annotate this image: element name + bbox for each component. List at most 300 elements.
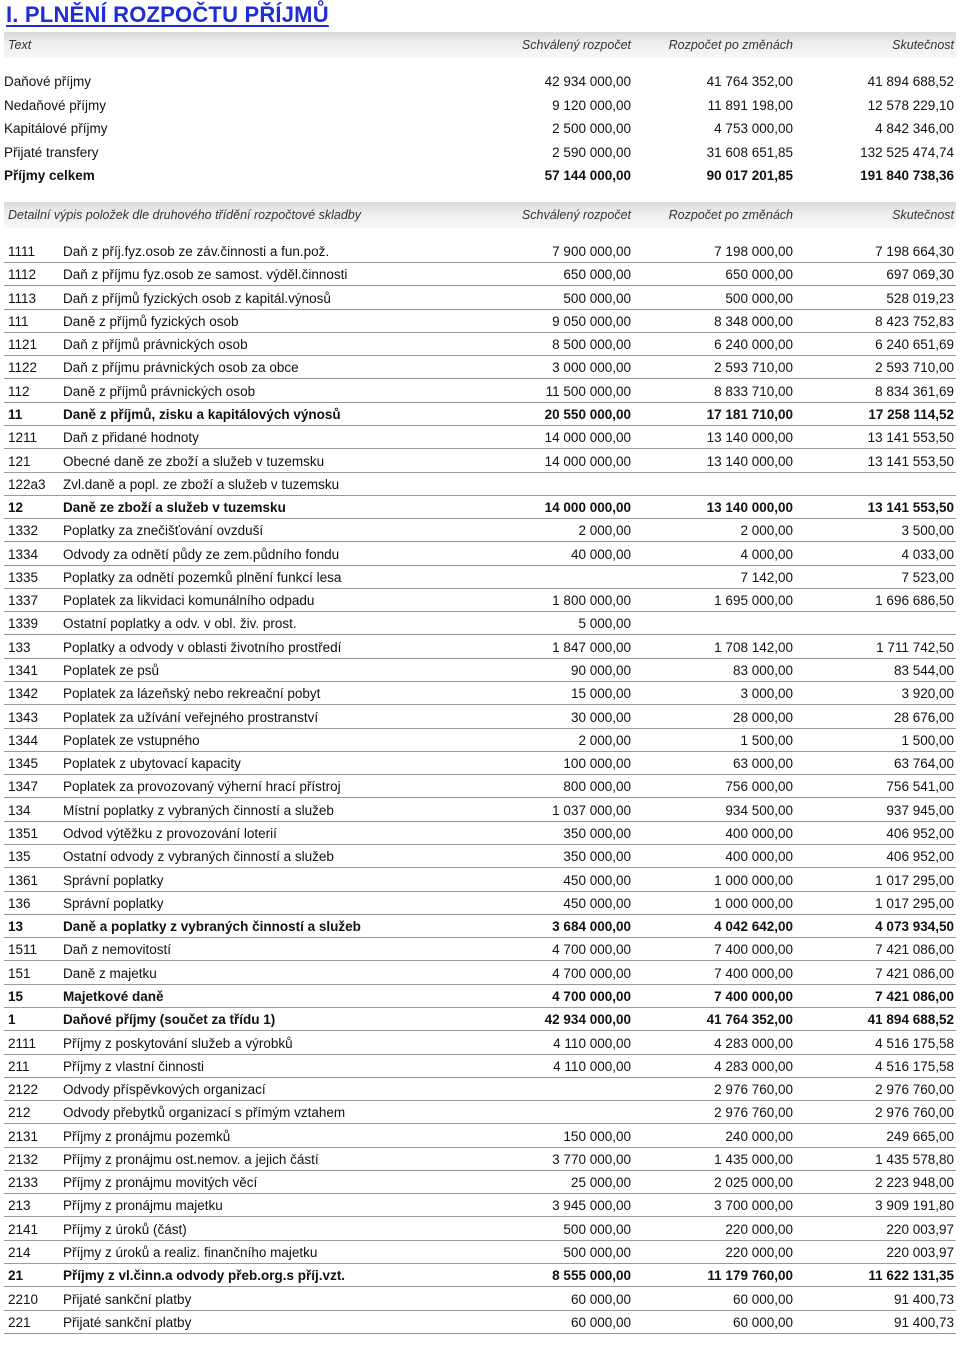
item-actual: 3 500,00: [901, 523, 954, 539]
item-code: 1122: [8, 360, 38, 376]
item-code: 151: [8, 965, 31, 981]
table-row: [4, 519, 956, 542]
item-actual: 3 920,00: [901, 686, 954, 702]
item-actual: 937 945,00: [886, 802, 954, 818]
item-name: Daň z příjmů právnických osob: [63, 337, 248, 353]
table-row: [4, 775, 956, 798]
table-row: [4, 869, 956, 892]
summary-row: [4, 70, 956, 93]
item-after-changes: 1 708 142,00: [714, 639, 793, 655]
item-approved: 4 700 000,00: [552, 942, 631, 958]
summary-label: Daňové příjmy: [4, 74, 92, 89]
item-actual: 697 069,30: [886, 267, 954, 283]
item-code: 2141: [8, 1221, 39, 1237]
item-after-changes: 4 283 000,00: [714, 1035, 793, 1051]
table-row: [4, 240, 956, 263]
item-after-changes: 3 700 000,00: [714, 1198, 793, 1214]
item-approved: 9 050 000,00: [552, 313, 631, 329]
item-actual: 756 541,00: [886, 779, 954, 795]
item-name: Přijaté sankční platby: [63, 1314, 192, 1330]
item-actual: 13 141 553,50: [867, 453, 954, 469]
item-after-changes: 4 000,00: [740, 546, 793, 562]
table-row: [4, 1311, 956, 1334]
item-after-changes: 3 000,00: [740, 686, 793, 702]
item-actual: 1 435 578,80: [875, 1151, 954, 1167]
item-after-changes: 220 000,00: [725, 1221, 793, 1237]
summary-header-actual: Skutečnost: [892, 38, 954, 52]
item-name: Místní poplatky z vybraných činností a služeb: [63, 802, 334, 818]
item-code: 1121: [8, 337, 38, 353]
item-actual: 8 834 361,69: [875, 383, 954, 399]
item-after-changes: 650 000,00: [725, 267, 793, 283]
item-name: Přijaté sankční platby: [63, 1291, 192, 1307]
table-row: [4, 682, 956, 705]
table-row: [4, 1032, 956, 1055]
summary-approved: 42 934 000,00: [544, 74, 631, 89]
table-row: [4, 752, 956, 775]
item-name: Příjmy z vl.činn.a odvody přeb.org.s příj.vzt.: [63, 1268, 346, 1284]
table-row: [4, 566, 956, 589]
item-code: 1339: [8, 616, 39, 632]
item-code: 1345: [8, 756, 39, 772]
item-name: Příjmy z pronájmu majetku: [63, 1198, 223, 1214]
item-approved: 3 000 000,00: [552, 360, 631, 376]
item-code: 1344: [8, 732, 39, 748]
item-after-changes: 220 000,00: [725, 1245, 793, 1261]
item-actual: 13 141 553,50: [867, 430, 954, 446]
table-row: [4, 287, 956, 310]
item-code: 1335: [8, 569, 39, 585]
detail-header-actual: Skutečnost: [892, 208, 954, 222]
row-divider: [4, 1333, 956, 1334]
summary-row: [4, 94, 956, 117]
item-approved: 60 000,00: [570, 1314, 631, 1330]
item-approved: 500 000,00: [563, 290, 631, 306]
item-approved: 350 000,00: [563, 849, 631, 865]
item-name: Ostatní poplatky a odv. v obl. živ. prost.: [63, 616, 297, 632]
item-after-changes: 400 000,00: [725, 849, 793, 865]
item-code: 1211: [8, 430, 38, 446]
item-code: 1342: [8, 686, 39, 702]
item-approved: 1 800 000,00: [552, 593, 631, 609]
item-name: Poplatky za znečišťování ovzduší: [63, 523, 264, 539]
table-row: [4, 1218, 956, 1241]
table-row: [4, 1101, 956, 1124]
summary-after-changes: 4 753 000,00: [714, 121, 793, 136]
item-actual: 6 240 651,69: [875, 337, 954, 353]
table-row: [4, 380, 956, 403]
summary-actual: 41 894 688,52: [867, 74, 954, 89]
item-actual: 7 421 086,00: [875, 965, 954, 981]
summary-row: [4, 141, 956, 164]
item-actual: 7 198 664,30: [875, 244, 954, 259]
item-after-changes: 13 140 000,00: [706, 453, 793, 469]
item-approved: 450 000,00: [563, 872, 631, 888]
summary-row: [4, 164, 956, 187]
item-actual: 406 952,00: [886, 826, 954, 841]
item-actual: 13 141 553,50: [867, 500, 954, 516]
summary-after-changes: 90 017 201,85: [706, 168, 793, 183]
item-actual: 91 400,73: [893, 1291, 954, 1307]
item-after-changes: 240 000,00: [725, 1128, 793, 1144]
item-actual: 41 894 688,52: [867, 1012, 954, 1028]
item-actual: 17 258 114,52: [868, 406, 954, 422]
table-row: [4, 729, 956, 752]
item-actual: 220 003,97: [886, 1221, 954, 1237]
table-row: [4, 333, 956, 356]
item-code: 2131: [8, 1128, 39, 1144]
item-actual: 2 976 760,00: [875, 1082, 954, 1098]
item-code: 136: [8, 895, 31, 911]
item-code: 11: [8, 406, 23, 422]
item-approved: 90 000,00: [570, 663, 631, 679]
item-name: Daně ze zboží a služeb v tuzemsku: [63, 500, 286, 516]
item-code: 2122: [8, 1082, 39, 1098]
item-code: 1111: [8, 244, 36, 259]
item-name: Obecné daně ze zboží a služeb v tuzemsku: [63, 453, 325, 469]
item-after-changes: 4 042 642,00: [714, 919, 793, 935]
item-after-changes: 2 593 710,00: [714, 360, 793, 376]
table-row: [4, 822, 956, 845]
item-after-changes: 2 000,00: [740, 523, 793, 539]
summary-label: Kapitálové příjmy: [4, 121, 108, 136]
item-approved: 1 037 000,00: [552, 802, 631, 818]
item-approved: 40 000,00: [570, 546, 631, 562]
item-code: 214: [8, 1245, 31, 1261]
item-name: Daně z příjmů fyzických osob: [63, 313, 239, 329]
table-row: [4, 1194, 956, 1217]
item-actual: 3 909 191,80: [875, 1198, 954, 1214]
item-name: Odvod výtěžku z provozování loterií: [63, 826, 277, 841]
item-after-changes: 8 348 000,00: [714, 313, 793, 329]
item-code: 1337: [8, 593, 39, 609]
item-after-changes: 17 181 710,00: [706, 406, 793, 422]
item-approved: 14 000 000,00: [544, 453, 631, 469]
table-row: [4, 845, 956, 868]
summary-header-approved: Schválený rozpočet: [521, 38, 631, 52]
item-after-changes: 8 833 710,00: [714, 383, 793, 399]
item-approved: 30 000,00: [570, 709, 631, 725]
table-row: [4, 706, 956, 729]
item-code: 134: [8, 802, 31, 818]
summary-approved: 2 590 000,00: [552, 144, 631, 160]
detail-header-after-changes: Rozpočet po změnách: [668, 208, 793, 222]
item-code: 122a3: [8, 476, 46, 492]
summary-header-after-changes: Rozpočet po změnách: [668, 38, 793, 52]
summary-after-changes: 11 891 198,00: [707, 97, 793, 113]
item-actual: 4 516 175,58: [875, 1058, 954, 1074]
item-approved: 11 500 000,00: [545, 383, 631, 399]
item-code: 2111: [8, 1035, 37, 1051]
item-name: Poplatek z ubytovací kapacity: [63, 756, 241, 772]
table-row: [4, 356, 956, 379]
item-after-changes: 1 435 000,00: [714, 1151, 793, 1167]
table-row: [4, 1008, 956, 1031]
table-row: [4, 589, 956, 612]
item-code: 1113: [8, 290, 37, 306]
item-after-changes: 400 000,00: [725, 826, 793, 841]
table-row: [4, 636, 956, 659]
detail-header-approved: Schválený rozpočet: [521, 208, 631, 222]
item-name: Poplatek ze vstupného: [63, 732, 200, 748]
summary-approved: 9 120 000,00: [552, 97, 631, 113]
item-after-changes: 60 000,00: [732, 1314, 793, 1330]
item-name: Poplatek za likvidaci komunálního odpadu: [63, 593, 315, 609]
item-name: Poplatky a odvody v oblasti životního prostředí: [63, 639, 342, 655]
item-code: 15: [8, 988, 24, 1004]
summary-row: [4, 117, 956, 140]
item-approved: 25 000,00: [570, 1175, 631, 1191]
page-title: I. PLNĚNÍ ROZPOČTU PŘÍJMŮ: [6, 2, 329, 27]
table-row: [4, 263, 956, 286]
summary-label: Přijaté transfery: [4, 144, 99, 160]
item-approved: 15 000,00: [570, 686, 631, 702]
table-row: [4, 659, 956, 682]
item-approved: 500 000,00: [563, 1245, 631, 1261]
item-approved: 7 900 000,00: [552, 244, 631, 259]
item-code: 135: [8, 849, 31, 865]
table-row: [4, 1055, 956, 1078]
item-actual: 83 544,00: [893, 663, 954, 679]
item-code: 2210: [8, 1291, 39, 1307]
summary-actual: 191 840 738,36: [860, 168, 954, 183]
item-approved: 8 500 000,00: [552, 337, 631, 353]
item-code: 121: [8, 453, 31, 469]
item-approved: 100 000,00: [563, 756, 631, 772]
item-after-changes: 60 000,00: [732, 1291, 793, 1307]
table-row: [4, 310, 956, 333]
item-approved: 42 934 000,00: [544, 1012, 631, 1028]
item-actual: 249 665,00: [886, 1128, 954, 1144]
item-approved: 4 110 000,00: [553, 1058, 631, 1074]
item-actual: 1 017 295,00: [875, 895, 954, 911]
item-actual: 406 952,00: [886, 849, 954, 865]
item-code: 211: [8, 1058, 30, 1074]
table-row: [4, 915, 956, 938]
item-after-changes: 4 283 000,00: [714, 1058, 793, 1074]
summary-header-text: Text: [8, 38, 32, 52]
item-actual: 220 003,97: [886, 1245, 954, 1261]
item-code: 1351: [8, 826, 39, 841]
item-approved: 20 550 000,00: [544, 406, 631, 422]
item-name: Ostatní odvody z vybraných činností a služeb: [63, 849, 334, 865]
item-name: Příjmy z pronájmu movitých věcí: [63, 1175, 258, 1191]
item-approved: 3 770 000,00: [552, 1151, 631, 1167]
item-after-changes: 1 000 000,00: [714, 895, 793, 911]
item-name: Příjmy z úroků (část): [63, 1221, 187, 1237]
detail-header: [4, 202, 956, 228]
item-code: 1347: [8, 779, 39, 795]
item-actual: 2 976 760,00: [875, 1105, 954, 1121]
item-approved: 450 000,00: [563, 895, 631, 911]
item-name: Poplatek za lázeňský nebo rekreační pobyt: [63, 686, 321, 702]
table-row: [4, 1264, 956, 1287]
item-code: 1: [8, 1012, 16, 1028]
item-after-changes: 13 140 000,00: [706, 430, 793, 446]
item-after-changes: 7 400 000,00: [714, 942, 793, 958]
item-actual: 28 676,00: [893, 709, 954, 725]
item-after-changes: 13 140 000,00: [706, 500, 793, 516]
item-name: Odvody příspěvkových organizací: [63, 1082, 266, 1098]
item-actual: 4 033,00: [901, 546, 954, 562]
item-actual: 4 073 934,50: [875, 919, 954, 935]
item-name: Daň z příjmu fyz.osob ze samost. výděl.činnosti: [63, 267, 348, 283]
item-name: Daně a poplatky z vybraných činností a služeb: [63, 919, 361, 935]
item-after-changes: 11 179 760,00: [707, 1268, 793, 1284]
item-actual: 7 523,00: [901, 569, 954, 585]
item-approved: 150 000,00: [563, 1128, 631, 1144]
item-after-changes: 7 198 000,00: [714, 244, 793, 259]
item-after-changes: 7 400 000,00: [714, 988, 793, 1004]
detail-header-text: Detailní výpis položek dle druhového třídění rozpočtové skladby: [8, 208, 361, 222]
item-name: Příjmy z vlastní činnosti: [63, 1058, 205, 1074]
table-row: [4, 985, 956, 1008]
item-actual: 2 593 710,00: [875, 360, 954, 376]
item-approved: 800 000,00: [563, 779, 631, 795]
item-code: 221: [8, 1314, 31, 1330]
item-after-changes: 41 764 352,00: [706, 1012, 793, 1028]
summary-label: Nedaňové příjmy: [4, 97, 107, 113]
item-actual: 7 421 086,00: [875, 942, 954, 958]
item-after-changes: 1 695 000,00: [714, 593, 793, 609]
item-code: 1361: [8, 872, 39, 888]
item-name: Příjmy z pronájmu ost.nemov. a jejich částí: [63, 1151, 319, 1167]
item-code: 2133: [8, 1175, 39, 1191]
item-approved: 4 110 000,00: [553, 1035, 631, 1051]
item-approved: 3 945 000,00: [552, 1198, 631, 1214]
item-name: Majetkové daně: [63, 988, 164, 1004]
item-name: Příjmy z poskytování služeb a výrobků: [63, 1035, 293, 1051]
item-code: 1343: [8, 709, 39, 725]
item-name: Daně z příjmů právnických osob: [63, 383, 256, 399]
item-actual: 1 500,00: [901, 732, 954, 748]
item-code: 112: [8, 383, 30, 399]
item-approved: 350 000,00: [563, 826, 631, 841]
item-approved: 3 684 000,00: [552, 919, 631, 935]
item-approved: 60 000,00: [570, 1291, 631, 1307]
summary-after-changes: 41 764 352,00: [706, 74, 793, 89]
summary-actual: 4 842 346,00: [875, 121, 954, 136]
table-row: [4, 612, 956, 635]
item-name: Příjmy z pronájmu pozemků: [63, 1128, 231, 1144]
table-row: [4, 496, 956, 519]
item-actual: 91 400,73: [893, 1314, 954, 1330]
table-row: [4, 426, 956, 449]
item-after-changes: 756 000,00: [725, 779, 793, 795]
item-actual: 2 223 948,00: [875, 1175, 954, 1191]
item-code: 1112: [8, 267, 37, 283]
item-actual: 1 017 295,00: [875, 872, 954, 888]
item-after-changes: 2 025 000,00: [714, 1175, 793, 1191]
table-row: [4, 403, 956, 426]
item-after-changes: 7 400 000,00: [714, 965, 793, 981]
summary-after-changes: 31 608 651,85: [706, 144, 793, 160]
table-row: [4, 1125, 956, 1148]
item-code: 213: [8, 1198, 31, 1214]
item-name: Zvl.daně a popl. ze zboží a služeb v tuzemsku: [63, 476, 340, 492]
item-name: Poplatek za provozovaný výherní hrací přístroj: [63, 779, 341, 795]
item-code: 1341: [8, 663, 39, 679]
table-row: [4, 799, 956, 822]
table-row: [4, 1241, 956, 1264]
item-after-changes: 1 500,00: [740, 732, 793, 748]
item-name: Daňové příjmy (součet za třídu 1): [63, 1012, 276, 1028]
item-approved: 5 000,00: [578, 616, 631, 632]
item-after-changes: 28 000,00: [732, 709, 793, 725]
item-after-changes: 63 000,00: [732, 756, 793, 772]
item-name: Daň z příj.fyz.osob ze záv.činnosti a fun.pož.: [63, 244, 330, 259]
item-approved: 2 000,00: [578, 732, 631, 748]
item-approved: 1 847 000,00: [552, 639, 631, 655]
summary-header: [4, 32, 956, 58]
item-code: 21: [8, 1268, 24, 1284]
table-row: [4, 450, 956, 473]
summary-actual: 132 525 474,74: [860, 144, 954, 160]
summary-approved: 2 500 000,00: [552, 121, 631, 136]
table-row: [4, 938, 956, 961]
item-name: Daně z majetku: [63, 965, 157, 981]
item-actual: 63 764,00: [893, 756, 954, 772]
table-row: [4, 543, 956, 566]
item-approved: 2 000,00: [578, 523, 631, 539]
item-name: Daň z přidané hodnoty: [63, 430, 199, 446]
item-actual: 528 019,23: [886, 290, 954, 306]
table-row: [4, 1078, 956, 1101]
item-code: 1332: [8, 523, 39, 539]
item-approved: 650 000,00: [563, 267, 631, 283]
item-actual: 7 421 086,00: [875, 988, 954, 1004]
item-after-changes: 6 240 000,00: [714, 337, 793, 353]
item-code: 1511: [8, 942, 38, 958]
item-name: Poplatky za odnětí pozemků plnění funkcí lesa: [63, 569, 342, 585]
item-code: 212: [8, 1105, 31, 1121]
summary-actual: 12 578 229,10: [867, 97, 954, 113]
item-code: 1334: [8, 546, 39, 562]
item-name: Daň z příjmů fyzických osob z kapitál.výnosů: [63, 290, 331, 306]
item-name: Správní poplatky: [63, 895, 164, 911]
item-code: 111: [8, 313, 29, 329]
table-row: [4, 1171, 956, 1194]
item-after-changes: 934 500,00: [725, 802, 793, 818]
item-after-changes: 500 000,00: [725, 290, 793, 306]
item-name: Odvody přebytků organizací s přímým vztahem: [63, 1105, 346, 1121]
summary-label: Příjmy celkem: [4, 168, 95, 183]
item-approved: 4 700 000,00: [552, 988, 631, 1004]
item-after-changes: 1 000 000,00: [714, 872, 793, 888]
item-name: Příjmy z úroků a realiz. finančního majetku: [63, 1245, 318, 1261]
item-code: 12: [8, 500, 24, 516]
table-row: [4, 892, 956, 915]
item-name: Poplatek ze psů: [63, 663, 160, 679]
item-approved: 500 000,00: [563, 1221, 631, 1237]
item-name: Poplatek za užívání veřejného prostranství: [63, 709, 319, 725]
item-actual: 4 516 175,58: [875, 1035, 954, 1051]
table-row: [4, 962, 956, 985]
item-code: 133: [8, 639, 31, 655]
item-actual: 1 696 686,50: [875, 593, 954, 609]
item-name: Daně z příjmů, zisku a kapitálových výnosů: [63, 406, 341, 422]
item-name: Odvody za odnětí půdy ze zem.půdního fondu: [63, 546, 340, 562]
item-actual: 8 423 752,83: [875, 313, 954, 329]
item-name: Daň z nemovitostí: [63, 942, 172, 958]
item-actual: 1 711 742,50: [876, 639, 954, 655]
item-after-changes: 2 976 760,00: [714, 1082, 793, 1098]
item-approved: 14 000 000,00: [544, 500, 631, 516]
item-after-changes: 7 142,00: [740, 569, 793, 585]
table-row: [4, 1148, 956, 1171]
item-code: 13: [8, 919, 24, 935]
item-after-changes: 2 976 760,00: [714, 1105, 793, 1121]
